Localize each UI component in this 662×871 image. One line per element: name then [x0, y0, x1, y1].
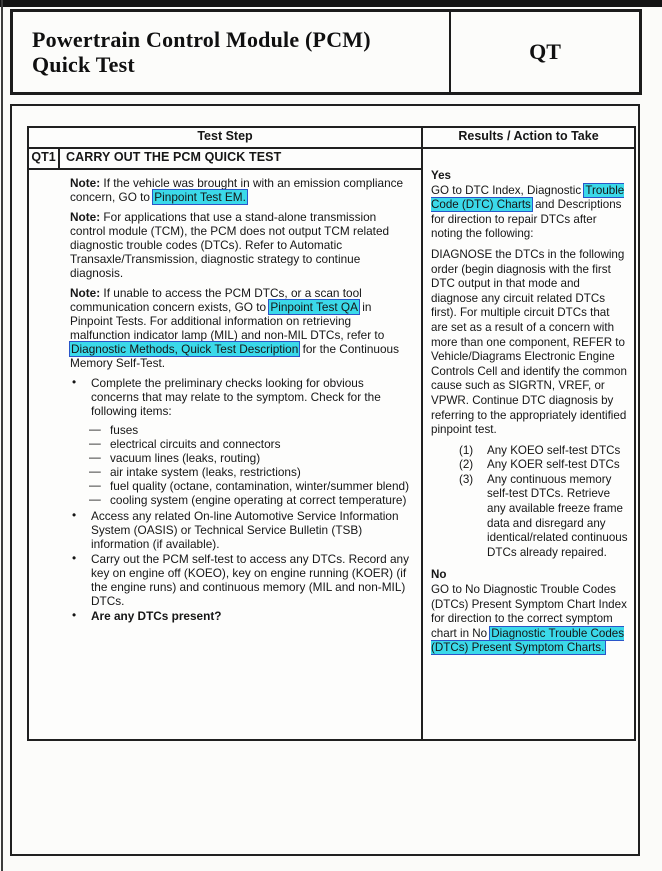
text-run: Yes	[431, 169, 451, 182]
text-run: and Descriptions for direction to repair DTCs after noting the following:	[431, 198, 622, 241]
column-header-results: Results / Action to Take	[458, 129, 599, 143]
scan-edge-left	[1, 0, 3, 871]
result-label	[431, 568, 629, 583]
dash-marker: —	[89, 436, 101, 450]
text-run: Are any DTCs present?	[91, 609, 222, 623]
doc-link[interactable]: Trouble Code (DTC) Charts	[431, 183, 625, 212]
result-label	[431, 169, 629, 184]
test-step-column	[29, 149, 423, 739]
text-run: fuel quality (octane, contamination, winter/summer blend)	[110, 479, 410, 493]
text-run: Any continuous memory self-test DTCs. Retrieve any available freeze frame data and disregard any identical/related continuous DTCs already repaired.	[487, 472, 628, 559]
quick-test-table	[27, 126, 636, 741]
page-title	[13, 12, 449, 92]
dash-item	[70, 479, 414, 493]
test-step-body	[29, 170, 421, 739]
dash-item	[70, 465, 414, 479]
bullet-item	[70, 376, 414, 418]
dash-item	[70, 493, 414, 507]
table-header-row	[29, 128, 634, 149]
note-paragraph	[70, 286, 414, 370]
text-run: in Pinpoint Tests. For additional information on retrieving malfunction indicator lamp (MIL) and non-MIL DTCs, refer to	[70, 300, 385, 342]
dash-marker: —	[89, 422, 101, 436]
step-heading-row	[29, 149, 421, 170]
doc-link[interactable]: Diagnostic Trouble Codes (DTCs) Present Symptom Charts.	[431, 626, 625, 655]
text-run: GO to No Diagnostic Trouble Codes (DTCs) Present Symptom Chart Index for direction to the correct symptom chart in No	[431, 583, 627, 640]
dash-item	[70, 451, 414, 465]
dash-item	[70, 437, 414, 451]
text-run: Any KOER self-test DTCs	[487, 458, 620, 472]
bullet-item	[70, 552, 414, 608]
doc-link[interactable]: Pinpoint Test EM.	[154, 190, 246, 204]
note-paragraph	[70, 176, 414, 204]
bullet-marker: •	[72, 551, 77, 565]
numbered-item	[431, 473, 629, 561]
text-run: fuses	[110, 423, 139, 437]
section-code: QT	[449, 12, 639, 92]
numbered-item	[431, 444, 629, 459]
text-run: cooling system (engine operating at correct temperature)	[110, 493, 407, 507]
result-paragraph	[431, 583, 629, 656]
number-marker: (1)	[459, 443, 474, 457]
text-run: If unable to access the PCM DTCs, or a scan tool communication concern exists, GO to	[70, 286, 362, 314]
text-run: Any KOEO self-test DTCs	[487, 443, 621, 457]
number-marker: (2)	[459, 458, 474, 472]
page-title-line2: Quick Test	[32, 52, 135, 77]
text-run: If the vehicle was brought in with an emission compliance concern, GO to	[70, 176, 404, 204]
text-run: electrical circuits and connectors	[110, 437, 281, 451]
bullet-marker: •	[72, 608, 77, 622]
text-run: GO to DTC Index, Diagnostic	[431, 183, 585, 197]
numbered-item	[431, 458, 629, 473]
text-run: air intake system (leaks, restrictions)	[110, 465, 301, 479]
text-run: No	[431, 568, 447, 582]
text-run: For applications that use a stand-alone transmission control module (TCM), the PCM does not output TCM related diagnostic trouble codes (DTCs). Refer to Automatic Transaxle/Transmission, diagnostic strategy to continue diagnosis.	[70, 210, 390, 280]
content-frame	[10, 104, 640, 856]
dash-marker: —	[89, 450, 101, 464]
text-run: vacuum lines (leaks, routing)	[110, 451, 261, 465]
scan-edge-top	[0, 0, 662, 7]
result-paragraph	[431, 184, 629, 242]
bullet-marker: •	[72, 508, 77, 522]
doc-link[interactable]: Pinpoint Test QA	[270, 300, 358, 314]
dash-marker: —	[89, 464, 101, 478]
doc-link[interactable]: Diagnostic Methods, Quick Test Description	[71, 342, 299, 356]
bullet-item	[70, 509, 414, 551]
bullet-marker: •	[72, 375, 77, 389]
text-run: Carry out the PCM self-test to access any DTCs. Record any key on engine off (KOEO), key on engine running (KOER) (if the engine runs) and continuous memory (MIL and non-MIL) DTCs.	[91, 552, 409, 608]
text-run: Note:	[70, 286, 101, 300]
table-body-row	[29, 149, 634, 739]
step-title: CARRY OUT THE PCM QUICK TEST	[66, 150, 282, 164]
text-run: Complete the preliminary checks looking for obvious concerns that may relate to the symptom. Check for the following items:	[91, 376, 381, 418]
bullet-item	[70, 609, 414, 623]
dash-marker: —	[89, 478, 101, 492]
note-paragraph	[70, 210, 414, 280]
dash-item	[70, 423, 414, 437]
step-id: QT1	[29, 149, 60, 168]
results-column	[423, 149, 634, 739]
column-header-test-step: Test Step	[29, 128, 423, 147]
result-paragraph	[431, 248, 629, 438]
text-run: DIAGNOSE the DTCs in the following order (begin diagnosis with the first DTC output in that mode and diagnose any circuit related DTCs first). For multiple circuit DTCs that are set as a result of a concern with more than one component, REFER to Vehicle/Diagrams Electronic Engine Controls Cell and identify the common cause such as SIGRTN, VREF, or VPWR. Continue DTC diagnosis by referring to the appropriately identified pinpoint test.	[431, 247, 627, 437]
document-header	[10, 9, 642, 95]
text-run: for the Continuous Memory Self-Test.	[70, 342, 399, 370]
dash-marker: —	[89, 492, 101, 506]
text-run: Access any related On-line Automotive Service Information System (OASIS) or Technical Service Bulletin (TSB) information (if available).	[91, 509, 399, 551]
text-run: Note:	[70, 210, 101, 224]
page-title-line1: Powertrain Control Module (PCM)	[32, 27, 371, 52]
text-run: Note:	[70, 176, 101, 190]
number-marker: (3)	[459, 472, 474, 486]
